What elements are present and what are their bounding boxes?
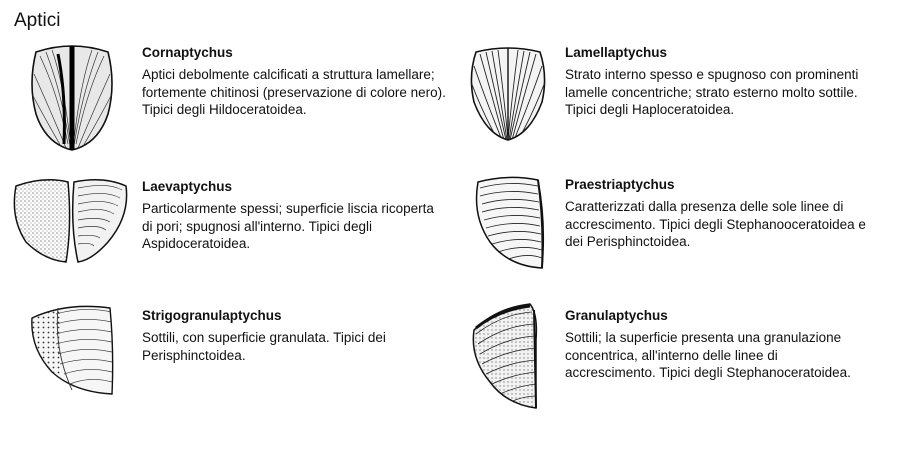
praestriaptychus-name: Praestriaptychus bbox=[565, 177, 675, 192]
strigogranulaptychus-name: Strigogranulaptychus bbox=[142, 308, 282, 323]
praestriaptychus-description: Caratterizzati dalla presenza delle sole linee di accrescimento. Tipici degli Stephanooceratoidea e dei Perisphinctoidea. bbox=[565, 199, 866, 249]
granulaptychus-illustration bbox=[466, 300, 550, 412]
page-title: Aptici bbox=[14, 10, 61, 31]
lamellaptychus-name: Lamellaptychus bbox=[565, 45, 668, 60]
lamellaptychus-description: Strato interno spesso e spugnoso con prominenti lamelle concentriche; strato esterno molto sottile. Tipici degli Haploceratoidea. bbox=[565, 67, 859, 117]
laevaptychus-illustration bbox=[8, 176, 132, 266]
cornaptychus-name: Cornaptychus bbox=[142, 45, 233, 60]
lamellaptychus-illustration bbox=[466, 46, 550, 142]
strigogranulaptychus-illustration bbox=[26, 300, 118, 400]
praestriaptychus-illustration bbox=[468, 172, 552, 276]
cornaptychus-illustration bbox=[28, 44, 116, 154]
granulaptychus-description: Sottili; la superficie presenta una granulazione concentrica, all'interno delle linee di accrescimento. Tipici degli Stephanoceratoidea. bbox=[565, 330, 851, 380]
cornaptychus-description: Aptici debolmente calcificati a struttura lamellare; fortemente chitinosi (preservazione di colore nero). Tipici degli Hildoceratoidea. bbox=[142, 67, 446, 117]
strigogranulaptychus-description: Sottili, con superficie granulata. Tipici dei Perisphinctoidea. bbox=[142, 330, 386, 363]
granulaptychus-name: Granulaptychus bbox=[565, 308, 668, 323]
laevaptychus-name: Laevaptychus bbox=[142, 179, 233, 194]
laevaptychus-description: Particolarmente spessi; superficie liscia ricoperta di pori; spugnosi all'interno. Tipici degli Aspidoceratoidea. bbox=[142, 201, 434, 251]
